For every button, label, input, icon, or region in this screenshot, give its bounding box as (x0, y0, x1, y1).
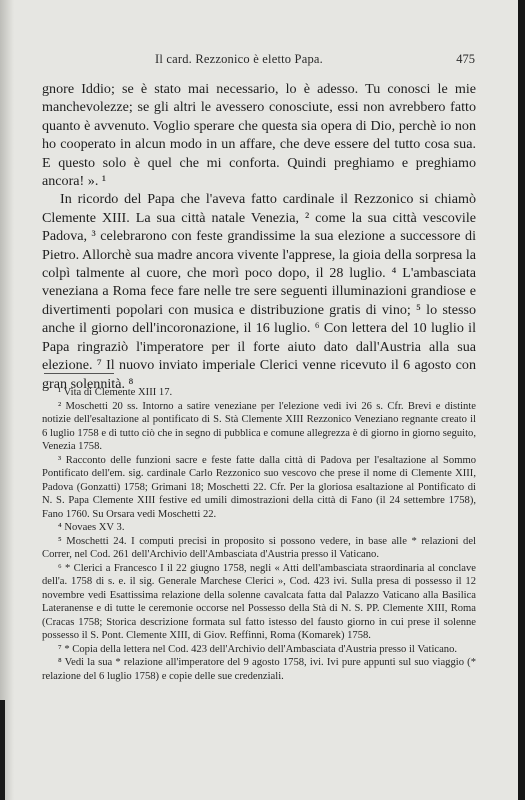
footnote: ² Moschetti 20 ss. Intorno a satire veneziane per l'elezione vedi ivi 26 s. Cfr. Brevi e distinte notizie dell'esaltazione al pontificato di S. Stà Clemente XIII Rezzonico Veneziano regnante creato il 6 luglio 1758 e di tutto ciò che in segno di pubblica e comune allegrezza è di giorno in giorno seguito, Venezia 1758. (42, 400, 476, 452)
page-number: 475 (456, 52, 475, 66)
paragraph: gnore Iddio; se è stato mai necessario, lo è adesso. Tu conosci le mie manchevolezze; se gli altri le avessero conosciute, essi non avrebbero fatto quanto è avvenuto. Voglio sperare che questa sia opera di Dio, perchè io non ho cooperato in alcun modo in un affare, che deve essere del tutto cosa sua. E questo solo è quel che mi conforta. Quindi preghiamo e preghiamo ancora! ». ¹ (42, 81, 476, 190)
running-header (45, 52, 475, 68)
footnote: ⁸ Vedi la sua * relazione all'imperatore del 9 agosto 1758, ivi. Ivi pure appunti sul suo viaggio (* relazione del 6 luglio 1758) e copie delle sue credenziali. (42, 657, 476, 682)
gutter-shadow (0, 0, 14, 800)
running-title: Il card. Rezzonico è eletto Papa. (155, 52, 323, 66)
footnotes (42, 386, 476, 683)
footnote: ⁵ Moschetti 24. I computi precisi in proposito si possono vedere, in base alle * relazioni del Correr, nel Cod. 261 dell'Archivio dell'Ambasciata d'Austria presso il Vaticano. (42, 535, 476, 560)
paragraph: In ricordo del Papa che l'aveva fatto cardinale il Rezzonico si chiamò Clemente XIII. La sua città natale Venezia, ² come la sua città vescovile Padova, ³ celebrarono con feste grandissime la sua elezione a successore di Pietro. Allorchè sua madre ancora vivente l'apprese, la gioia della sorpresa la colpì talmente al cuore, che morì poco dopo, il 28 luglio. ⁴ L'ambasciata veneziana a Roma fece fare nelle tre sere seguenti illuminazioni grandiose e divertimenti popolari con musica e distribuzione gratis di vino; ⁵ lo stesso anche il giorno dell'incoronazione, il 16 luglio. ⁶ Con lettera del 10 luglio il Papa ringraziò l'imperatore per il forte aiuto dato dall'Austria alla sua elezione. ⁷ Il nuovo inviato imperiale Clerici venne ricevuto il 6 agosto con gran solennità. ⁸ (42, 191, 476, 392)
footnote: ³ Racconto delle funzioni sacre e feste fatte dalla città di Padova per l'esaltazione al Sommo Pontificato dell'em. sig. cardinale Carlo Rezzonico suo vescovo che prese il nome di Clemente XIII, Padova (Gonzatti) 1758; Grimani 18; Moschetti 22. Cfr. Per la gloriosa esaltazione al Pontificato di N. S. Papa Clemente XIII festive ed umili dimostrazioni della città di Fano (il 24 settembre 1758), Fano 1760. Su Orsara vedi Moschetti 22. (42, 454, 476, 520)
book-spine (0, 700, 5, 800)
main-text (42, 80, 476, 393)
footnote: ⁶ * Clerici a Francesco I il 22 giugno 1758, negli « Atti dell'ambasciata straordinaria al conclave dell'a. 1758 di s. e. il sig. Generale Marchese Clerici », Cod. 423 ivi. Sulla presa di possesso il 12 novembre vedi Esattissima relazione della solenne cavalcata fatta dal Palazzo Vaticano alla Basilica Lateranense e di tutte le ceremonie occorse nel Possesso della Stà di N. S. PP. Clemente XIII, Roma (Cracas 1758; Storica descrizione formata sul fatto istesso del fausto giorno in cui prese il solenne possesso il S. Pont. Clemente XIII, di Giov. Reffinni, Roma (Komarek) 1758. (42, 562, 476, 641)
footnote: ⁴ Novaes XV 3. (58, 522, 125, 533)
footnote-separator (44, 373, 114, 374)
page-edge (518, 0, 525, 800)
footnote: ⁷ * Copia della lettera nel Cod. 423 dell'Archivio dell'Ambasciata d'Austria presso il Vaticano. (58, 643, 458, 655)
footnote: ¹ Vita di Clemente XIII 17. (58, 387, 173, 398)
